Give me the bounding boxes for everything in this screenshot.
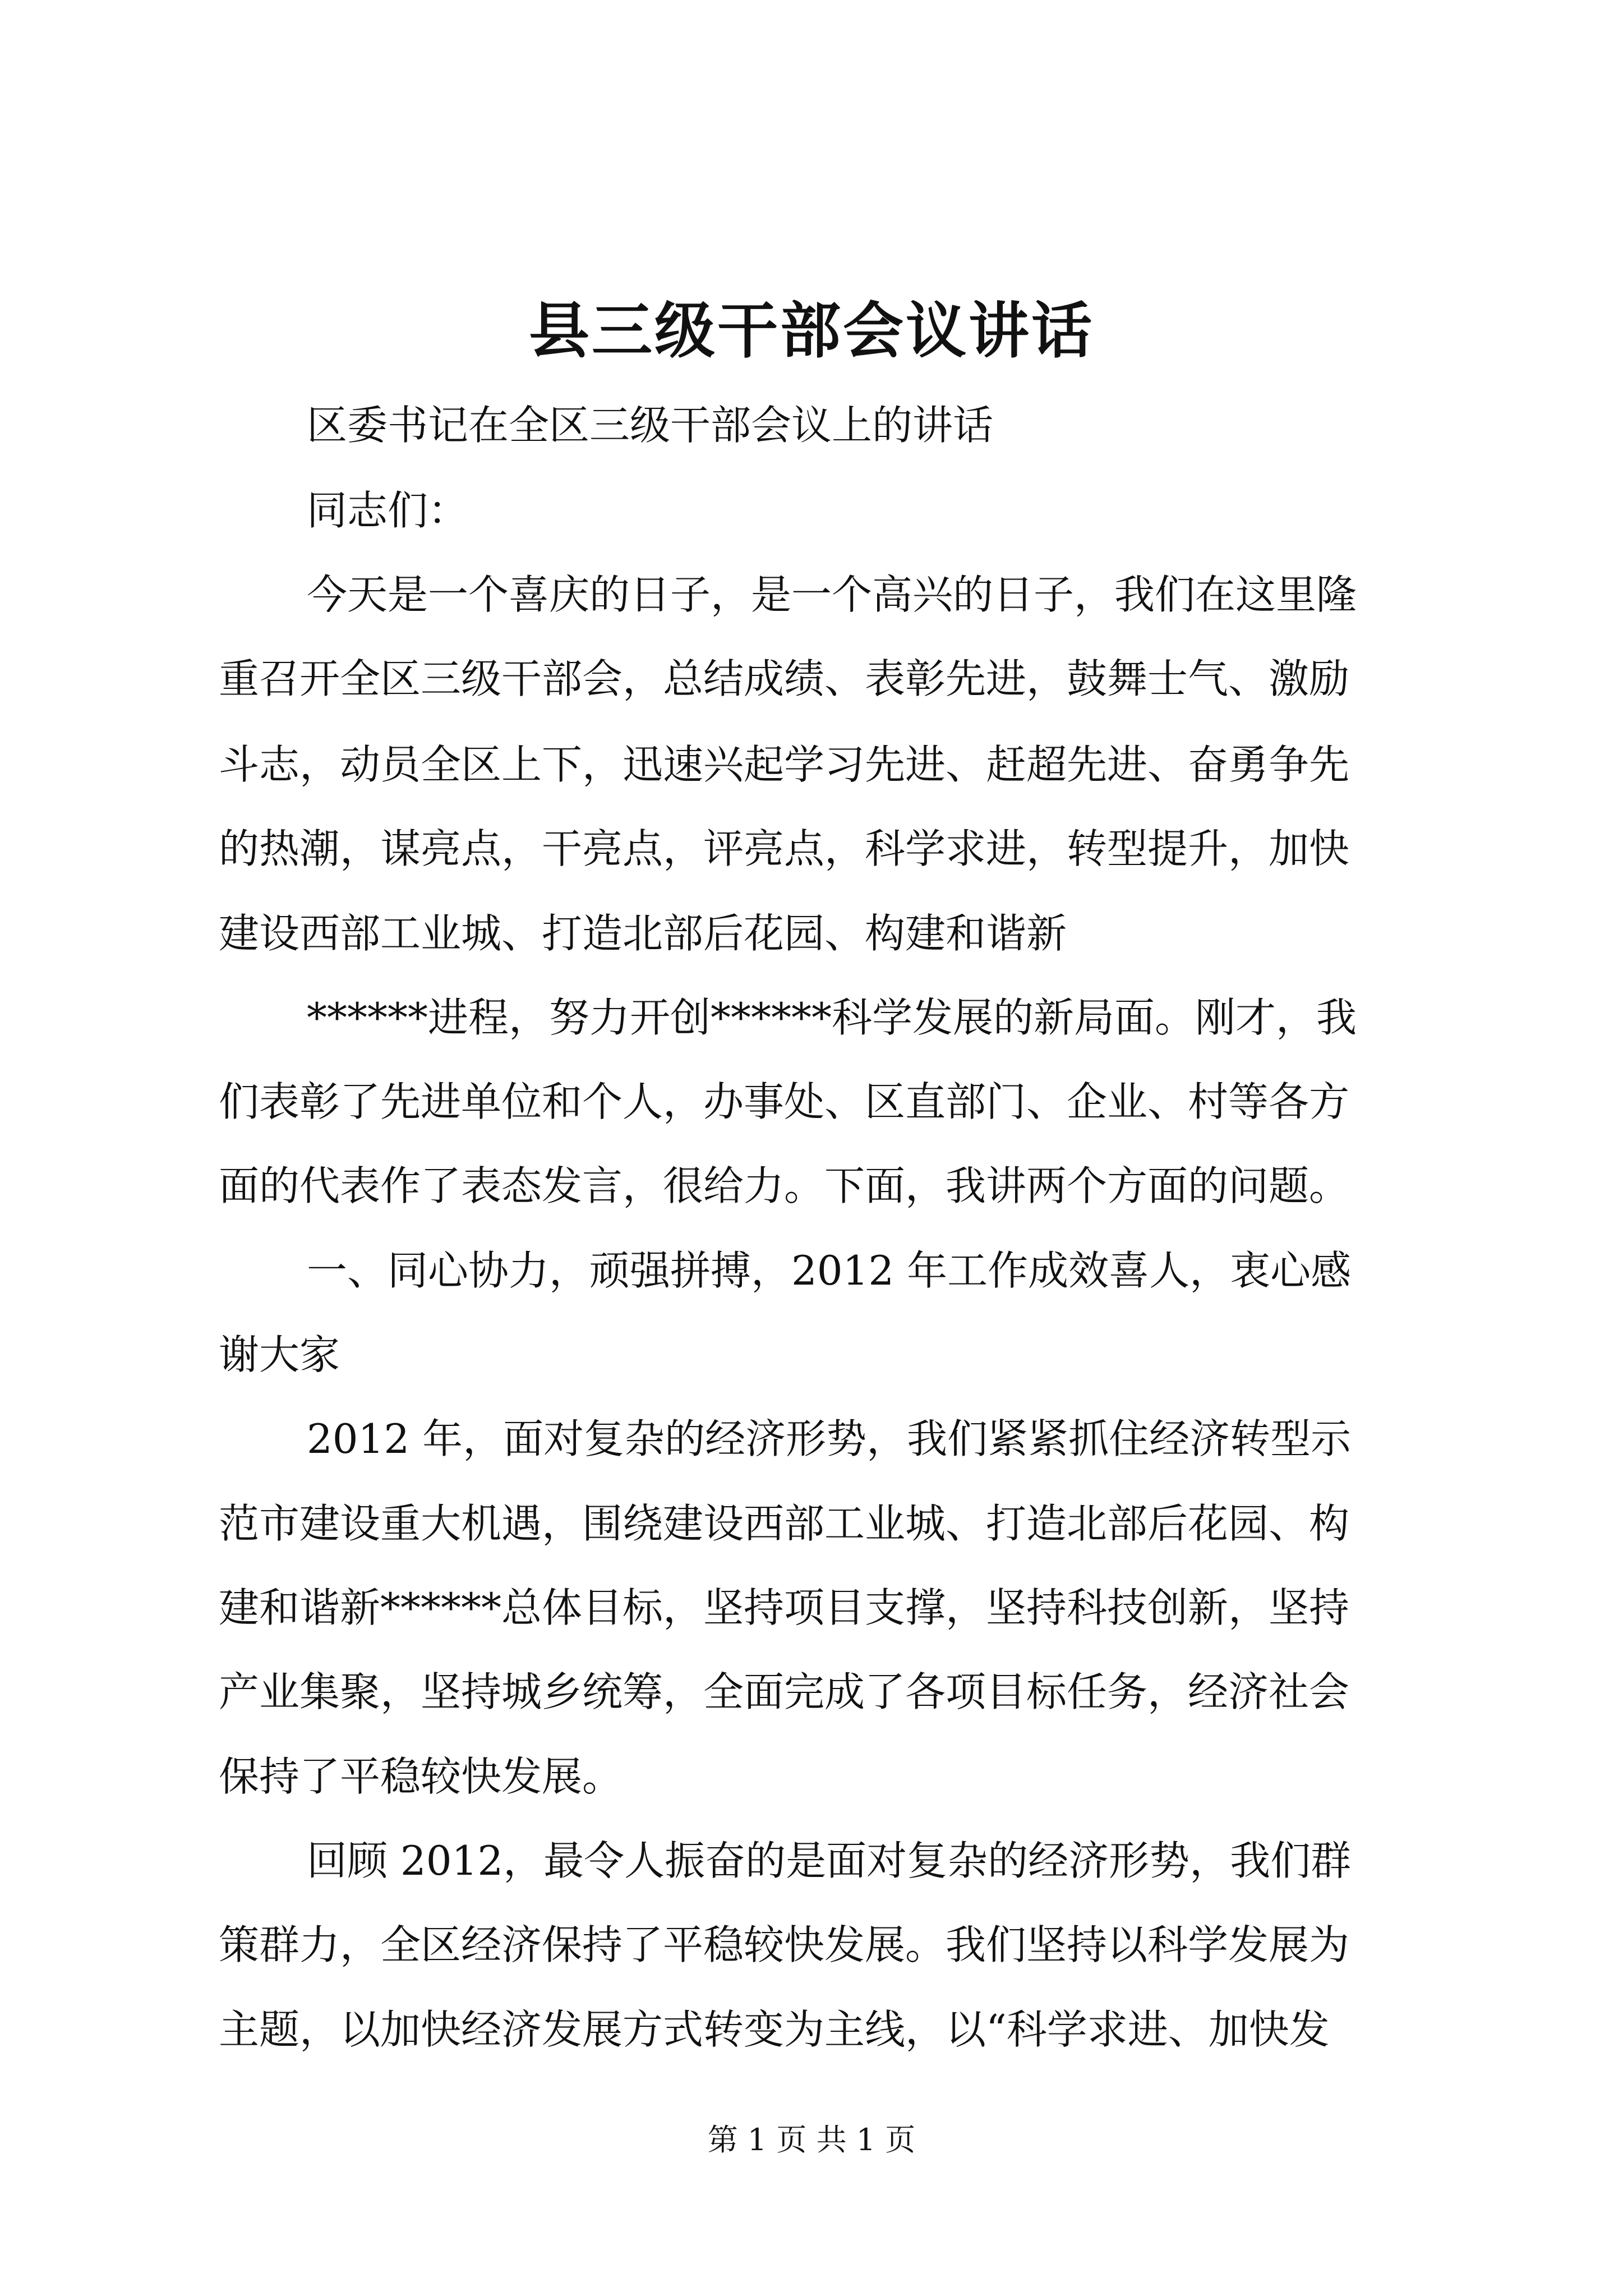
page-number-footer: 第 1 页 共 1 页 bbox=[707, 2122, 916, 2157]
text-line: 区委书记在全区三级干部会议上的讲话 bbox=[307, 402, 994, 449]
document-title: 县三级干部会议讲话 bbox=[528, 296, 1094, 366]
text-line: 重召开全区三级干部会，总结成绩、表彰先进，鼓舞士气、激励 bbox=[219, 655, 1350, 702]
text-line: 保持了平稳较快发展。 bbox=[219, 1753, 623, 1800]
text-line: 斗志，动员全区上下，迅速兴起学习先进、赶超先进、奋勇争先 bbox=[219, 741, 1350, 788]
text-line: 策群力，全区经济保持了平稳较快发展。我们坚持以科学发展为 bbox=[219, 1921, 1350, 1968]
text-line: 同志们： bbox=[307, 487, 469, 534]
text-line: 产业集聚，坚持城乡统筹，全面完成了各项目标任务，经济社会 bbox=[219, 1668, 1350, 1715]
text-line: 2012 年，面对复杂的经济形势，我们紧紧抓住经济转型示 bbox=[307, 1415, 1352, 1462]
text-line: 面的代表作了表态发言，很给力。下面，我讲两个方面的问题。 bbox=[219, 1162, 1350, 1209]
text-line: 回顾 2012，最令人振奋的是面对复杂的经济形势，我们群 bbox=[307, 1837, 1352, 1884]
text-line: 今天是一个喜庆的日子，是一个高兴的日子，我们在这里隆 bbox=[307, 571, 1357, 618]
text-line: 一、同心协力，顽强拼搏，2012 年工作成效喜人，衷心感 bbox=[307, 1247, 1352, 1294]
text-line: 建和谐新******总体目标，坚持项目支撑，坚持科技创新，坚持 bbox=[219, 1584, 1350, 1631]
text-line: 主题，以加快经济发展方式转变为主线，以“科学求进、加快发 bbox=[219, 2006, 1330, 2053]
text-line: 建设西部工业城、打造北部后花园、构建和谐新 bbox=[219, 910, 1067, 957]
text-line: 谢大家 bbox=[219, 1331, 340, 1378]
text-line: 们表彰了先进单位和个人，办事处、区直部门、企业、村等各方 bbox=[219, 1078, 1350, 1125]
text-line: 范市建设重大机遇，围绕建设西部工业城、打造北部后花园、构 bbox=[219, 1500, 1350, 1547]
text-line: 的热潮，谋亮点，干亮点，评亮点，科学求进，转型提升，加快 bbox=[219, 825, 1350, 872]
text-line: ******进程，努力开创******科学发展的新局面。刚才，我 bbox=[307, 994, 1357, 1041]
